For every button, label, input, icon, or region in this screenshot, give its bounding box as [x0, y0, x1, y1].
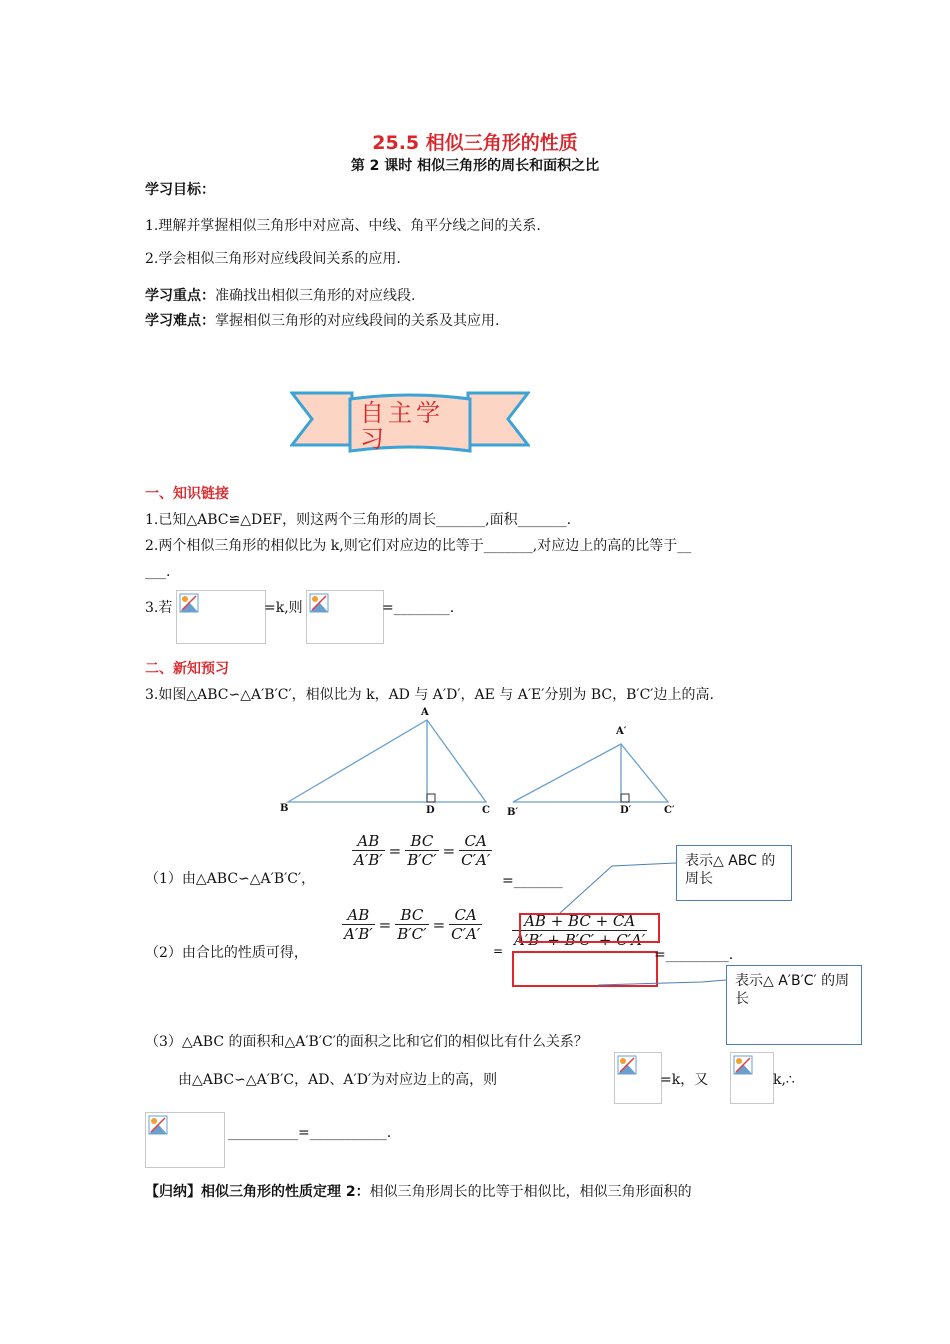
s1-q3-mid: =k,则	[264, 600, 303, 616]
goal-2: 2.学会相似三角形对应线段间关系的应用.	[145, 251, 401, 267]
step-2-end: =_________.	[654, 947, 734, 963]
frac-ca: CA	[464, 832, 487, 850]
step-1-end: =_______	[502, 873, 563, 889]
key-text: 准确找出相似三角形的对应线段.	[215, 288, 416, 304]
frac-bc: BC	[400, 906, 424, 924]
difficulty-text: 掌握相似三角形的对应线段间的关系及其应用.	[215, 313, 500, 329]
step-3-result: __________=___________.	[228, 1125, 392, 1141]
step-3-line-3: k,∴	[773, 1072, 795, 1088]
frac-a2b2: A′B′	[354, 851, 383, 869]
frac-ab: AB	[357, 832, 380, 850]
equals-sign: =	[378, 915, 392, 934]
difficulty-label: 学习难点：	[145, 313, 215, 329]
frac-b2c2: B′C′	[397, 925, 427, 943]
sum-bottom: A′B′ + B′C′ + C′A′	[514, 931, 646, 949]
step-3-line-2: =k，又	[660, 1072, 709, 1088]
missing-image-3	[614, 1052, 662, 1104]
summary-label: 【归纳】相似三角形的性质定理 2：	[145, 1184, 370, 1200]
step-1: （1）由△ABC∽△A′B′C′，	[145, 871, 316, 887]
equals-sign: =	[432, 915, 446, 934]
goal-1: 1.理解并掌握相似三角形中对应高、中线、角平分线之间的关系.	[145, 218, 541, 234]
frac-b2c2: B′C′	[407, 851, 437, 869]
s2-question-3: 3.如图△ABC∽△A′B′C′，相似比为 k，AD 与 A′D′，AE 与 A′E′分别为 BC，B′C′边上的高.	[145, 687, 714, 703]
label-a-prime: A′	[616, 726, 627, 737]
equals-sign: =	[493, 944, 504, 958]
frac-ab: AB	[347, 906, 370, 924]
key-label: 学习重点：	[145, 288, 215, 304]
callout-a2b2c2-perimeter: 表示△ A′B′C′ 的周长	[726, 965, 862, 1045]
label-c-prime: C′	[664, 805, 675, 816]
broken-image-icon	[148, 1115, 168, 1135]
broken-image-icon	[617, 1055, 637, 1075]
page-subtitle: 第 2 课时 相似三角形的周长和面积之比	[350, 158, 600, 174]
frac-c2a2: C′A′	[461, 851, 491, 869]
s1-q3-prefix: 3.若	[145, 600, 173, 616]
label-a: A	[421, 707, 429, 718]
equals-sign: =	[442, 841, 456, 860]
s1-question-1: 1.已知△ABC≌△DEF，则这两个三角形的周长_______,面积_______.	[145, 512, 572, 528]
summary	[145, 1183, 692, 1201]
label-b: B	[280, 803, 289, 814]
pointer-2	[598, 980, 726, 985]
missing-image-4	[730, 1052, 774, 1104]
callout-abc-perimeter: 表示△ ABC 的周长	[676, 845, 792, 901]
s1-question-2: 2.两个相似三角形的相似比为 k,则它们对应边的比等于_______,对应边上的高的比等于__	[145, 538, 692, 554]
label-d-prime: D′	[620, 805, 632, 816]
frac-ca: CA	[454, 906, 477, 924]
step-3: （3）△ABC 的面积和△A′B′C′的面积之比和它们的相似比有什么关系？	[145, 1034, 588, 1050]
banner-text: 自主学习	[360, 399, 444, 453]
label-d: D	[426, 805, 435, 816]
step-2: （2）由合比的性质可得，	[145, 945, 308, 961]
label-c: C	[482, 805, 490, 816]
missing-image-5	[145, 1112, 225, 1168]
s1-q3-end: =________.	[382, 600, 455, 616]
label-b-prime: B′	[507, 807, 519, 818]
broken-image-icon	[733, 1055, 753, 1075]
summary-text: 相似三角形周长的比等于相似比，相似三角形面积的	[369, 1184, 692, 1200]
frac-c2a2: C′A′	[451, 925, 481, 943]
s1-question-2-cont: ___.	[145, 564, 171, 580]
pointer-1	[560, 863, 676, 913]
step-3-line-1: 由△ABC∽△A′B′C，AD、A′D′为对应边上的高，则	[178, 1072, 498, 1088]
section1-heading: 一、知识链接	[145, 486, 229, 502]
frac-bc: BC	[410, 832, 434, 850]
section2-heading: 二、新知预习	[145, 661, 229, 677]
frac-a2b2: A′B′	[344, 925, 373, 943]
goals-label: 学习目标：	[145, 182, 215, 198]
page-title: 25.5 相似三角形的性质	[372, 132, 578, 154]
equals-sign: =	[388, 841, 402, 860]
sum-top: AB + BC + CA	[524, 912, 636, 930]
